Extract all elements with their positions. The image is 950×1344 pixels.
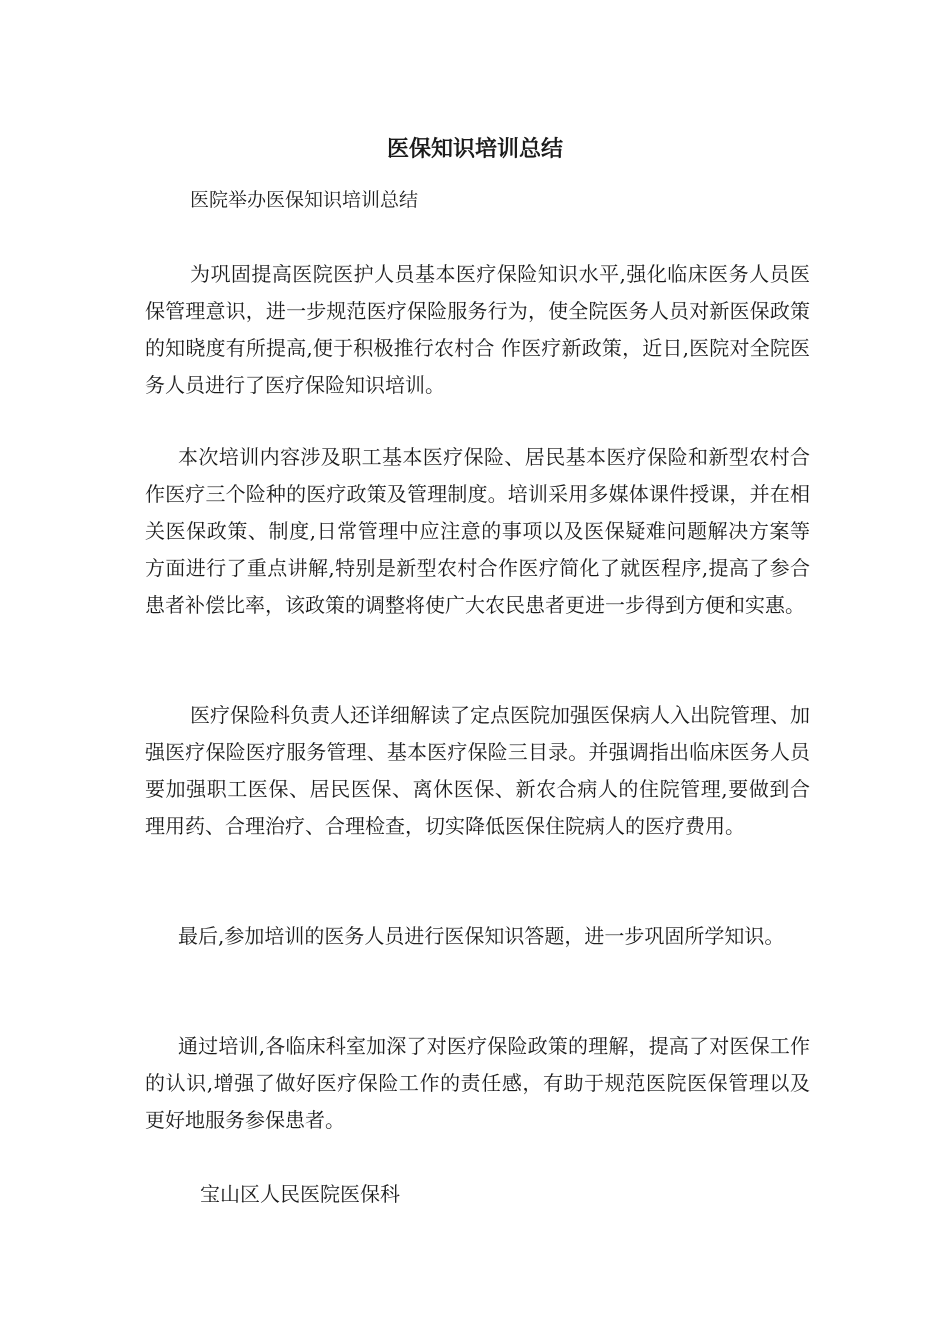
paragraph-quiz: 最后,参加培训的医务人员进行医保知识答题，进一步巩固所学知识。 [178, 924, 785, 948]
document-title: 医保知识培训总结 [386, 136, 563, 162]
document-signature: 宝山区人民医院医保科 [200, 1182, 400, 1206]
paragraph-intro: 为巩固提高医院医护人员基本医疗保险知识水平,强化临床医务人员医保管理意识，进一步规范医疗保险服务行为，使全院医务人员对新医保政策的知晓度有所提高,便于积极推行农村合 作医疗新政策，近日,医院对全院医务人员进行了医疗保险知识培训。 [145, 262, 810, 397]
paragraph-conclusion: 通过培训,各临床科室加深了对医疗保险政策的理解，提高了对医保工作的认识,增强了做好医疗保险工作的责任感，有助于规范医院医保管理以及更好地服务参保患者。 [145, 1034, 810, 1132]
paragraph-training-content: 本次培训内容涉及职工基本医疗保险、居民基本医疗保险和新型农村合作医疗三个险种的医疗政策及管理制度。培训采用多媒体课件授课，并在相关医保政策、制度,日常管理中应注意的事项以及医保疑难问题解决方案等方面进行了重点讲解,特别是新型农村合作医疗简化了就医程序,提高了参合患者补偿比率，该政策的调整将使广大农民患者更进一步得到方便和实惠。 [145, 445, 810, 617]
paragraph-department-head: 医疗保险科负责人还详细解读了定点医院加强医保病人入出院管理、加强医疗保险医疗服务管理、基本医疗保险三目录。并强调指出临床医务人员要加强职工医保、居民医保、离休医保、新农合病人的住院管理,要做到合理用药、合理治疗、合理检查，切实降低医保住院病人的医疗费用。 [145, 703, 810, 838]
document-subtitle: 医院举办医保知识培训总结 [190, 189, 419, 211]
